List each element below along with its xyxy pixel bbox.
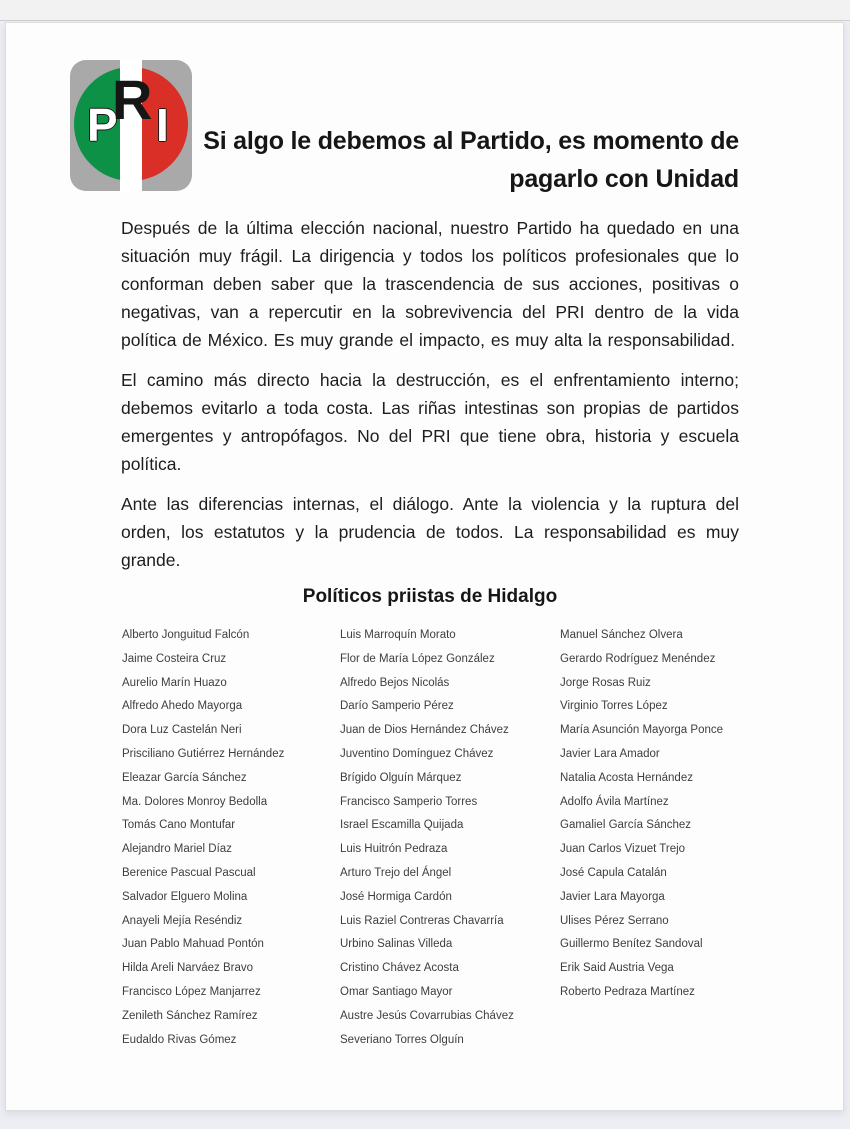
list-item: Jaime Costeira Cruz [122,652,227,665]
list-item: Arturo Trejo del Ángel [340,866,452,879]
list-item: Francisco Samperio Torres [340,795,478,808]
list-item: Salvador Elguero Molina [122,890,248,903]
pri-logo-letter-i: I [156,99,169,151]
document-title-line2: pagarlo con Unidad [509,165,739,193]
list-item: Flor de María López González [340,652,495,665]
list-item: Eleazar García Sánchez [122,771,247,784]
list-heading: Políticos priistas de Hidalgo [302,586,558,607]
list-item: Severiano Torres Olguín [340,1033,464,1046]
pri-logo-letter-p: P [87,99,118,151]
list-item: José Hormiga Cardón [340,890,452,903]
list-item: Cristino Chávez Acosta [340,962,459,975]
list-item: Manuel Sánchez Olvera [560,629,683,641]
list-item: Jorge Rosas Ruiz [560,676,651,689]
list-item: Anayeli Mejía Reséndiz [122,914,243,927]
list-item: Austre Jesús Covarrubias Chávez [340,1009,514,1022]
paragraph-2: El camino más directo hacia la destrucción, es el enfrentamiento interno; debemos evitarlo a toda costa. Las riñas intestinas son propias de partidos emergentes y antropófagos. No del PRI que tiene obra, historia y escuela política. [121,370,739,474]
photo-top-strip [0,0,850,21]
document-page [5,22,844,1111]
list-item: Erik Said Austria Vega [560,962,674,975]
list-item: Darío Samperio Pérez [340,700,454,713]
list-item: José Capula Catalán [560,866,667,879]
list-item: Alfredo Ahedo Mayorga [122,700,243,713]
list-item: Aurelio Marín Huazo [122,676,227,689]
list-item: Juan Pablo Mahuad Pontón [122,938,264,951]
list-item: Luis Raziel Contreras Chavarría [340,914,504,927]
names-column-2 [340,624,560,1052]
list-item: Natalia Acosta Hernández [560,771,693,784]
list-item: Zenileth Sánchez Ramírez [122,1009,258,1022]
list-item: Eudaldo Rivas Gómez [122,1033,237,1046]
list-item: Guillermo Benítez Sandoval [560,938,703,951]
list-item: Juventino Domínguez Chávez [340,747,494,760]
document-title-line1: Si algo le debemos al Partido, es momento de [203,127,739,155]
list-item: Ma. Dolores Monroy Bedolla [122,795,268,808]
list-item: Luis Marroquín Morato [340,629,456,641]
body-paragraphs [121,214,739,574]
list-item: Israel Escamilla Quijada [340,819,464,832]
list-item: Urbino Salinas Villeda [340,938,453,951]
list-item: Javier Lara Mayorga [560,890,665,903]
list-item: Gerardo Rodríguez Menéndez [560,652,716,665]
names-column-3 [560,624,739,1052]
list-item: Luis Huitrón Pedraza [340,843,448,856]
list-item: Juan de Dios Hernández Chávez [340,724,509,737]
list-item: Adolfo Ávila Martínez [560,795,669,808]
list-item: Dora Luz Castelán Neri [122,724,242,737]
paragraph-1: Después de la última elección nacional, nuestro Partido ha quedado en una situación muy frágil. La dirigencia y todos los políticos profesionales que lo conforman deben saber que la trascendencia de sus acciones, positivas o negativas, van a repercutir en la sobrevivencia del PRI dentro de la vida política de México. Es muy grande el impacto, es muy alta la responsabilidad. [121,218,739,350]
names-column-1 [122,624,340,1052]
list-item: Gamaliel García Sánchez [560,819,692,832]
list-item: Roberto Pedraza Martínez [560,985,695,998]
list-item: Javier Lara Amador [560,747,660,760]
list-item: Hilda Areli Narváez Bravo [122,962,254,975]
list-item: Virginio Torres López [560,700,668,713]
list-item: Alejandro Mariel Díaz [122,843,232,856]
list-item: Omar Santiago Mayor [340,985,453,998]
list-item: Ulises Pérez Serrano [560,914,669,927]
list-item: Berenice Pascual Pascual [122,866,256,879]
document-content [6,23,843,1052]
list-item: Tomás Cano Montufar [122,819,236,832]
names-grid [121,624,739,1052]
list-item: Alberto Jonguitud Falcón [122,629,250,641]
document-title [121,122,739,198]
pri-logo-letter-r: R [112,68,153,131]
list-item: Francisco López Manjarrez [122,985,261,998]
list-item: María Asunción Mayorga Ponce [560,724,724,737]
list-item: Prisciliano Gutiérrez Hernández [122,747,285,760]
list-item: Alfredo Bejos Nicolás [340,676,450,689]
paragraph-3: Ante las diferencias internas, el diálogo. Ante la violencia y la ruptura del orden, los estatutos y la prudencia de todos. La responsabilidad es muy grande. [121,494,739,570]
list-item: Brígido Olguín Márquez [340,771,462,784]
list-item: Juan Carlos Vizuet Trejo [560,843,686,856]
